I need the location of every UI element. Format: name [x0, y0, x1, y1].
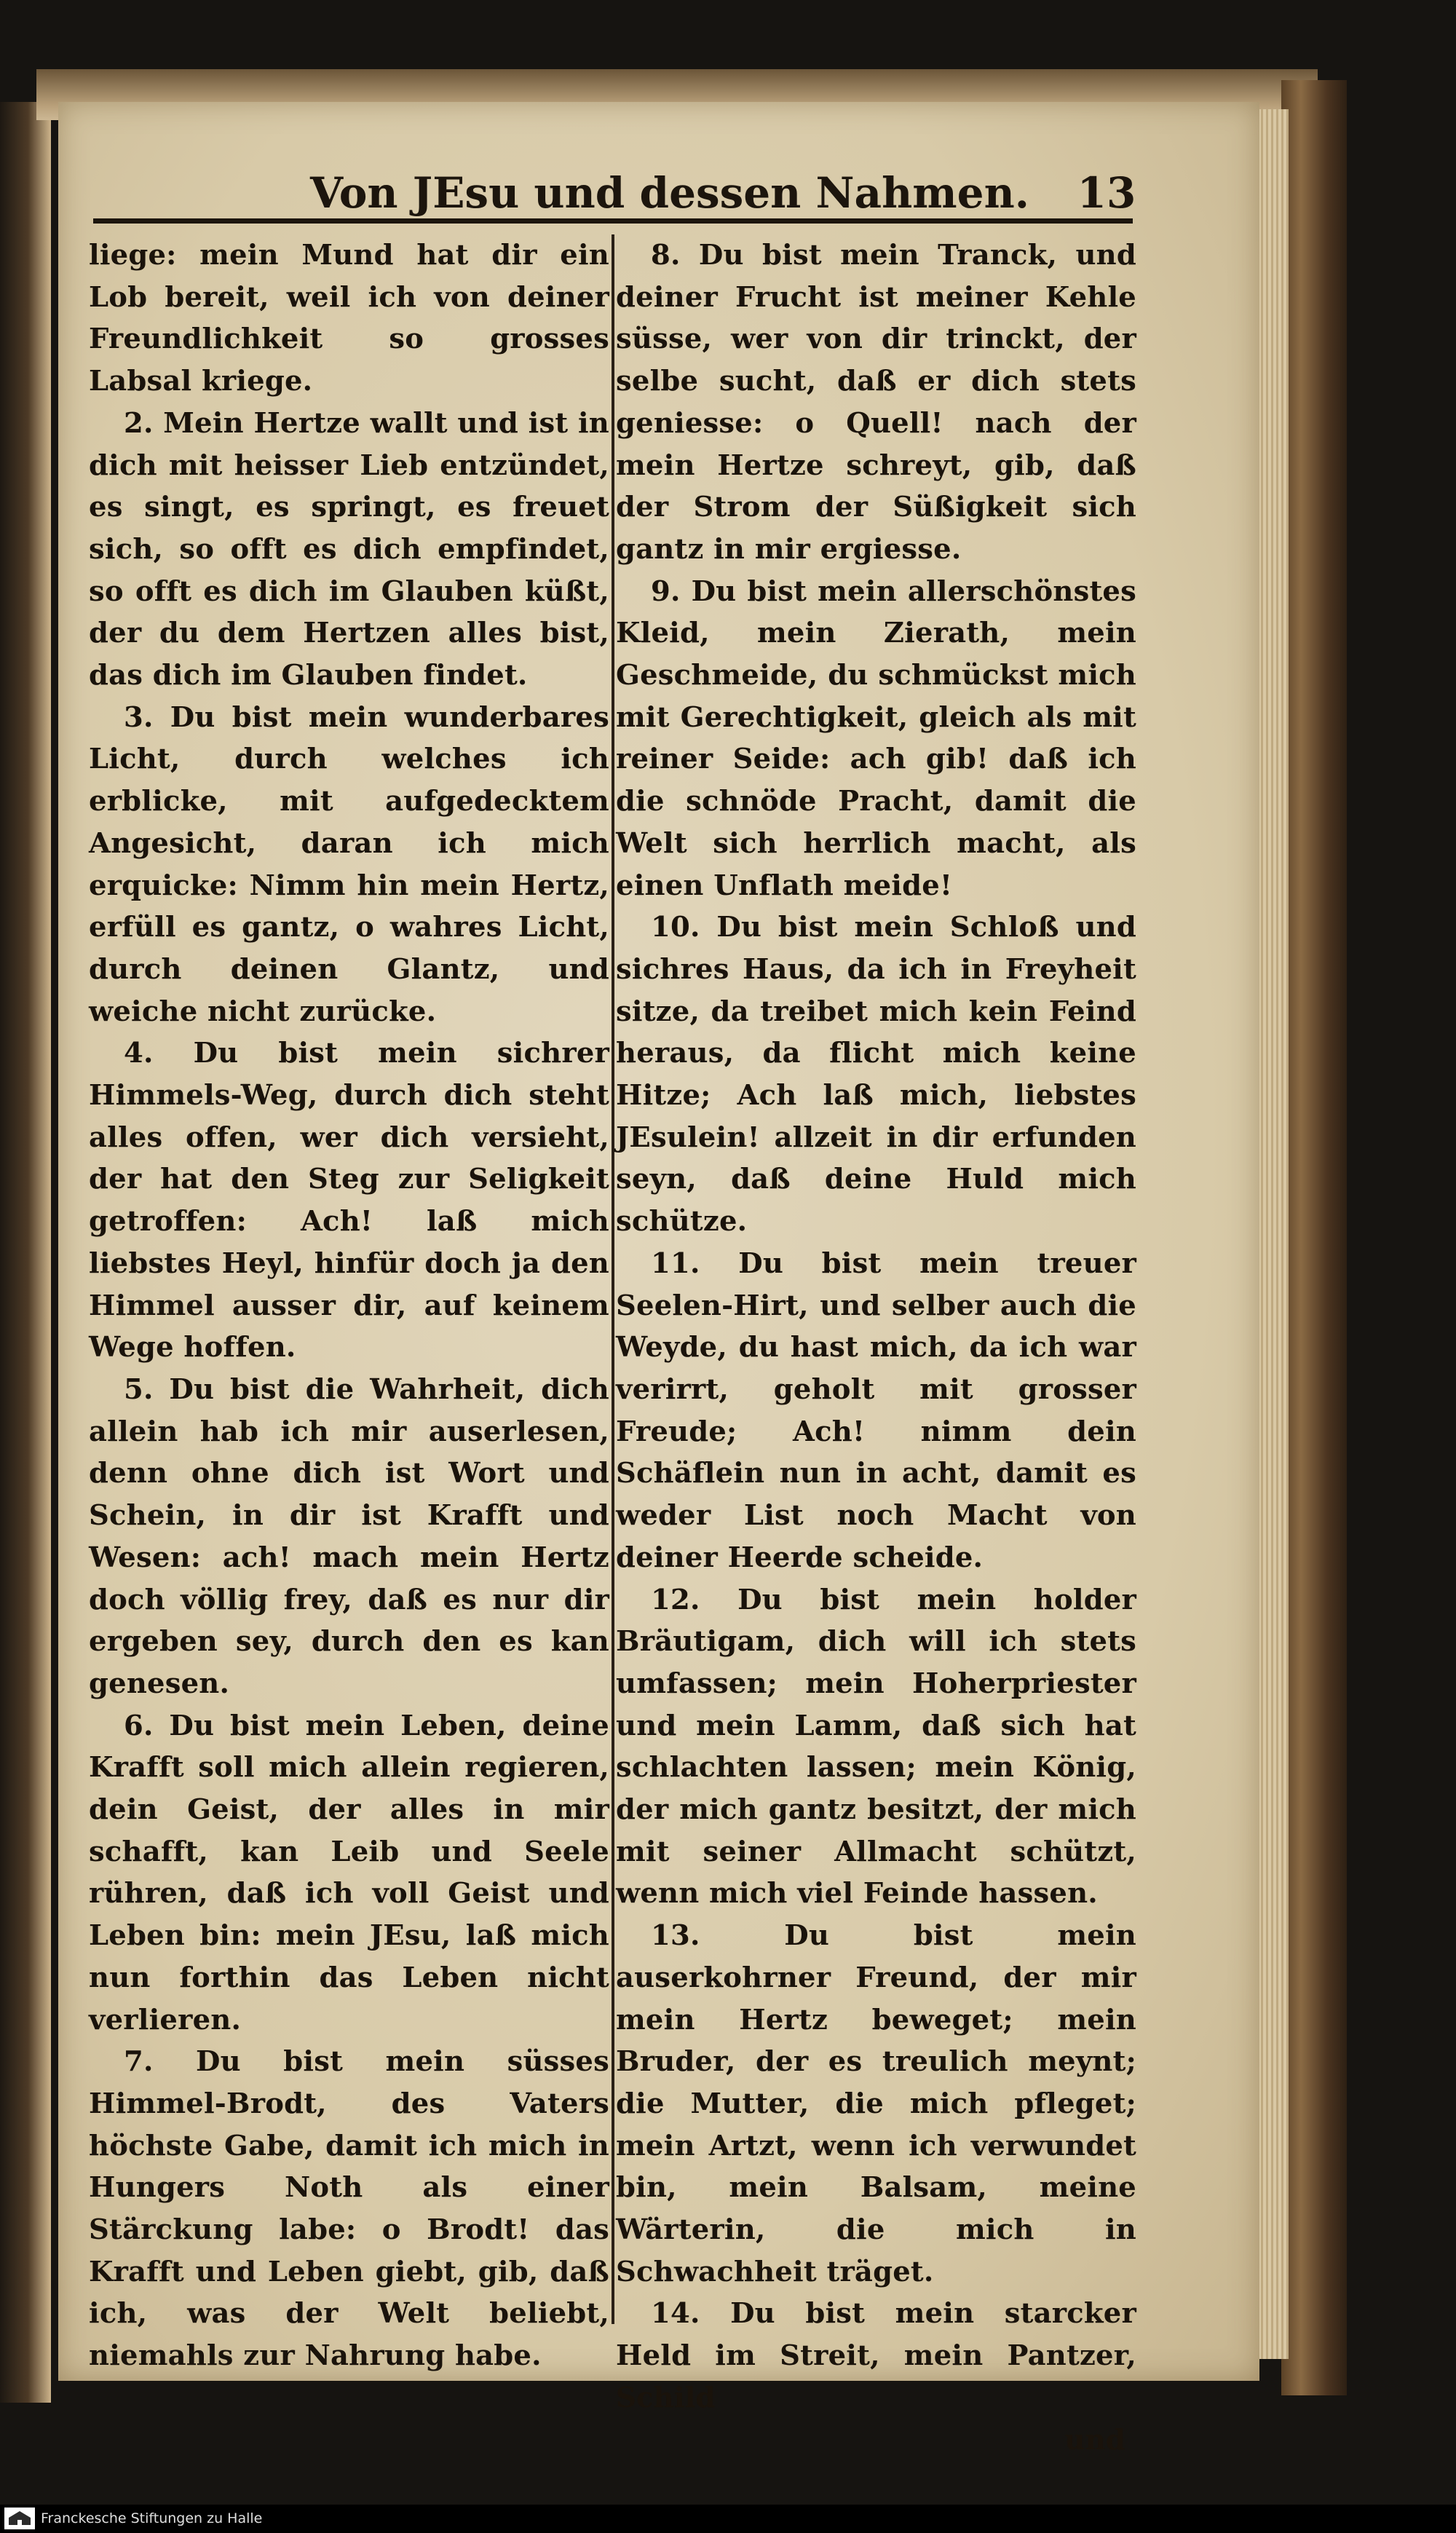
verse-paragraph: 10. Du bist mein Schloß und sichres Haus, da ich in Freyheit sitze, da treibet mich kein Feind heraus, da flicht mich keine Hitze; Ach laß mich, liebstes JEsulein! allzeit in dir erfunden seyn, daß deine Huld mich schütze. — [616, 911, 1136, 1238]
verse-paragraph: 2. Mein Hertze wallt und ist in dich mit heisser Lieb entzündet, es singt, es springt, es freuet sich, so offt es dich empfindet, so offt es dich im Glauben küßt, der du dem Hertzen alles bist, das dich im Glauben findet. — [89, 406, 609, 692]
verse-paragraph: 12. Du bist mein holder Bräutigam, dich will ich stets umfassen; mein Hoherpriester und mein Lamm, daß sich hat schlachten lassen; mein König, der mich gantz besitzt, der mich mit seiner Allmacht schützt, wenn mich viel Feinde hassen. — [616, 1583, 1136, 1910]
verse-paragraph: 3. Du bist mein wunderbares Licht, durch welches ich erblicke, mit aufgedecktem Angesicht, daran ich mich erquicke: Nimm hin mein Hertz, erfüll es gantz, o wahres Licht, durch deinen Glantz, und weiche nicht zurücke. — [89, 700, 609, 1028]
verse-paragraph: 7. Du bist mein süsses Himmel-Brodt, des Vaters höchste Gabe, damit ich mich in Hungers Noth als einer Stärckung labe: o Brodt! das Krafft und Leben giebt, gib, daß ich, was der Welt beliebt, niemahls zur Nahrung habe. — [89, 2045, 609, 2373]
verse-paragraph: 11. Du bist mein treuer Seelen-Hirt, und selber auch die Weyde, du hast mich, da ich war verirrt, geholt mit grosser Freude; Ach! nimm dein Schäflein nun in acht, damit es weder List noch Macht von deiner Heerde scheide. — [616, 1246, 1136, 1574]
catchword: und — [1064, 2423, 1125, 2457]
library-name: Franckesche Stiftungen zu Halle — [41, 2510, 263, 2526]
verse-paragraph: 6. Du bist mein Leben, deine Krafft soll mich allein regieren, dein Geist, der alles in mir schafft, kan Leib und Seele rühren, daß ich voll Geist und Leben bin: mein JEsu, laß mich nun forthin das Leben nicht verlieren. — [89, 1709, 609, 2036]
text-column-right — [616, 234, 1136, 2457]
page-number: 13 — [1077, 168, 1136, 218]
verse-paragraph: 14. Du bist mein starcker Held im Streit, mein Pantzer, Schild — [616, 2297, 1136, 2414]
verse-paragraph: liege: mein Mund hat dir ein Lob bereit, weil ich von deiner Freundlichkeit so grosses Labsal kriege. — [89, 239, 609, 398]
left-page-edge — [0, 102, 51, 2403]
franckesche-stiftungen-logo-icon — [4, 2508, 35, 2529]
verse-paragraph: 13. Du bist mein auserkohrner Freund, der mir mein Hertz beweget; mein Bruder, der es treulich meynt; die Mutter, die mich pfleget; mein Artzt, wenn ich verwundet bin, mein Balsam, meine Wärterin, die mich in Schwachheit träget. — [616, 1919, 1136, 2288]
verse-paragraph: 8. Du bist mein Tranck, und deiner Frucht ist meiner Kehle süsse, wer von dir trinckt, der selbe sucht, daß er dich stets geniesse: o Quell! nach der mein Hertze schreyt, gib, daß der Strom der Süßigkeit sich gantz in mir ergiesse. — [616, 239, 1136, 566]
text-column-left — [89, 234, 609, 2373]
book-cover-edge — [1281, 80, 1347, 2395]
header-rule — [93, 218, 1133, 224]
verse-paragraph: 5. Du bist die Wahrheit, dich allein hab ich mir auserlesen, denn ohne dich ist Wort und Schein, in dir ist Krafft und Wesen: ach! mach mein Hertz doch völlig frey, daß es nur dir ergeben sey, durch den es kan genesen. — [89, 1372, 609, 1700]
library-footer-bar — [0, 2505, 1456, 2533]
verse-paragraph: 9. Du bist mein allerschönstes Kleid, mein Zierath, mein Geschmeide, du schmückst mich mit Gerechtigkeit, gleich als mit reiner Seide: ach gib! daß ich die schnöde Pracht, damit die Welt sich herrlich macht, als einen Unflath meide! — [616, 574, 1136, 902]
column-divider — [612, 234, 614, 2324]
verse-paragraph: 4. Du bist mein sichrer Himmels-Weg, durch dich steht alles offen, wer dich versieht, der hat den Steg zur Seligkeit getroffen: Ach! laß mich liebstes Heyl, hinfür doch ja den Himmel ausser dir, auf keinem Wege hoffen. — [89, 1037, 609, 1364]
running-head: Von JEsu und dessen Nahmen. — [310, 168, 1029, 218]
